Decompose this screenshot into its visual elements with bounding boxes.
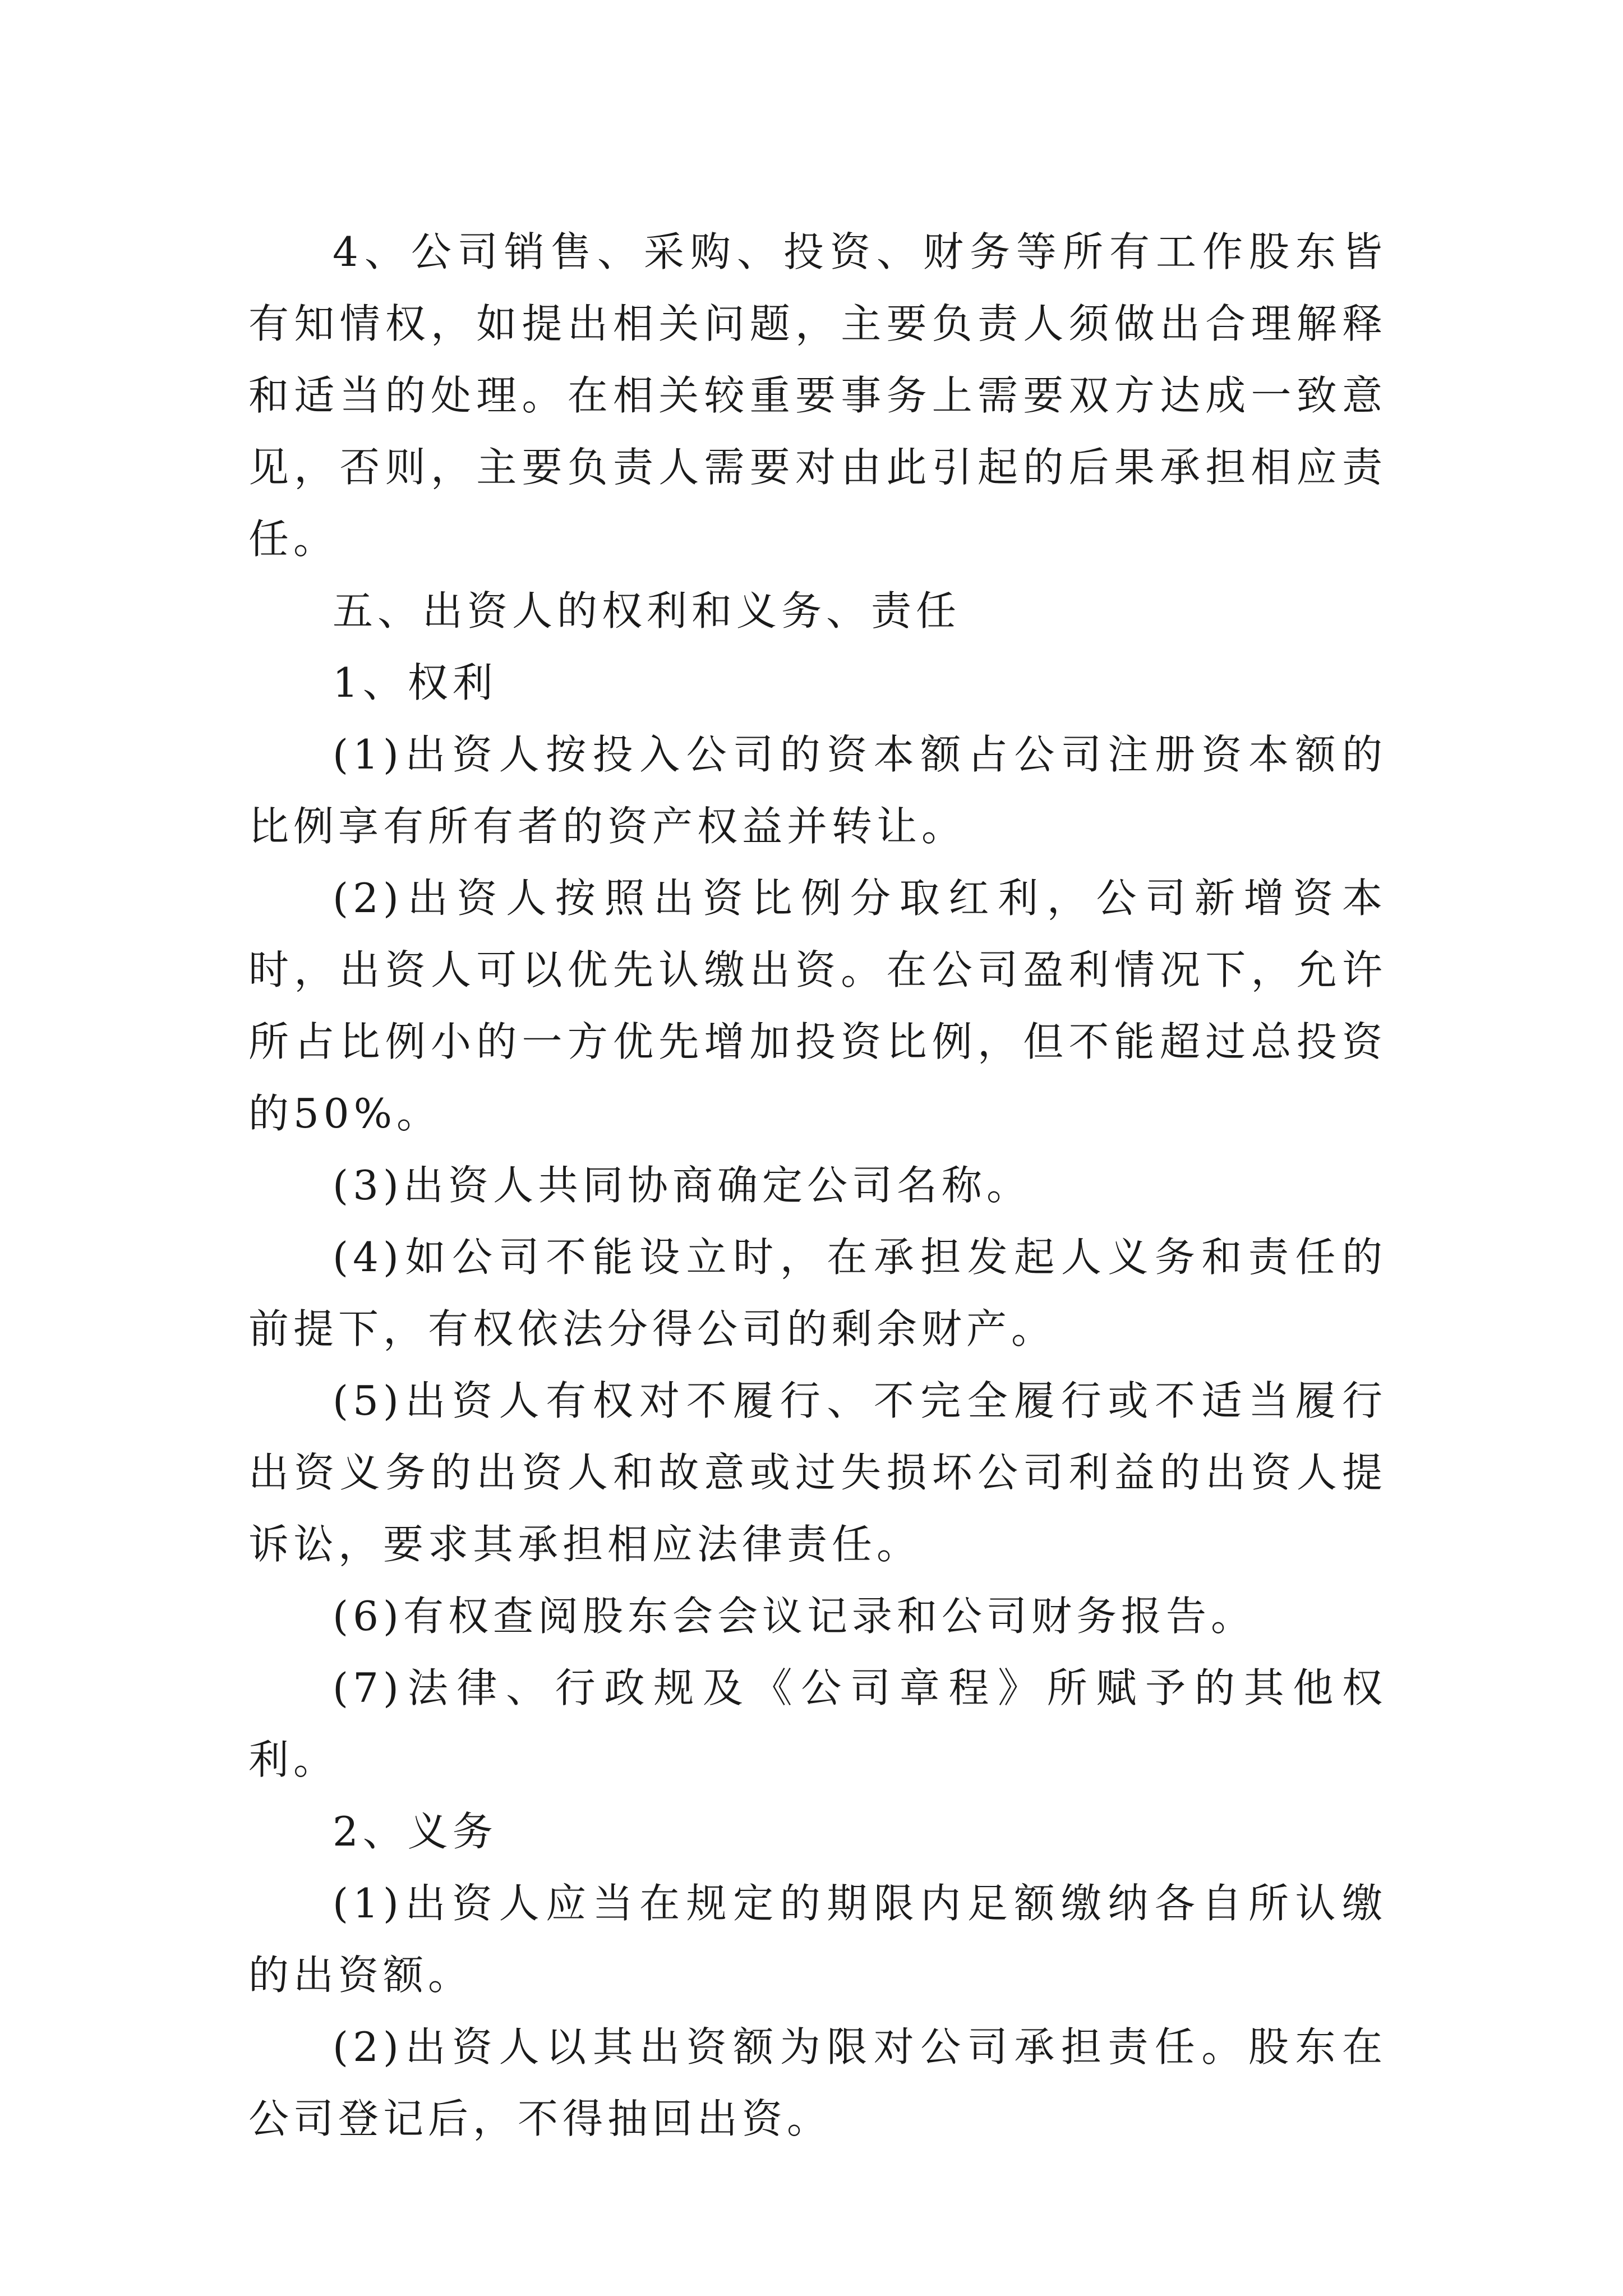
document-body — [248, 216, 1387, 2155]
paragraph-right-6: (6)有权查阅股东会会议记录和公司财务报告。 — [333, 1593, 1256, 1640]
paragraph-obligation-1: (1)出资人应当在规定的期限内足额缴纳各自所认缴的出资额。 — [248, 1880, 1387, 1999]
subheading-rights: 1、权利 — [333, 659, 497, 706]
paragraph-right-5: (5)出资人有权对不履行、不完全履行或不适当履行出资义务的出资人和故意或过失损坏公司利益的出资人提诉讼，要求其承担相应法律责任。 — [248, 1377, 1387, 1568]
paragraph-right-4: (4)如公司不能设立时，在承担发起人义务和责任的前提下，有权依法分得公司的剩余财产。 — [248, 1234, 1387, 1352]
paragraph-right-7: (7)法律、行政规及《公司章程》所赋予的其他权利。 — [248, 1664, 1387, 1783]
paragraph-right-3: (3)出资人共同协商确定公司名称。 — [333, 1162, 1031, 1209]
paragraph-right-1: (1)出资人按投入公司的资本额占公司注册资本额的比例享有所有者的资产权益并转让。 — [248, 731, 1387, 850]
paragraph-obligation-2: (2)出资人以其出资额为限对公司承担责任。股东在公司登记后，不得抽回出资。 — [248, 2023, 1387, 2142]
paragraph-right-2: (2)出资人按照出资比例分取红利，公司新增资本时，出资人可以优先认缴出资。在公司盈利情况下，允许所占比例小的一方优先增加投资比例，但不能超过总投资的50%。 — [248, 875, 1387, 1137]
subheading-obligations: 2、义务 — [333, 1808, 497, 1855]
paragraph-shareholder-right-to-know: 4、公司销售、采购、投资、财务等所有工作股东皆有知情权，如提出相关问题，主要负责人须做出合理解释和适当的处理。在相关较重要事务上需要双方达成一致意见，否则，主要负责人需要对由此引起的后果承担相应责任。 — [248, 228, 1387, 563]
section-heading-investor-rights-obligations: 五、出资人的权利和义务、责任 — [333, 587, 961, 634]
